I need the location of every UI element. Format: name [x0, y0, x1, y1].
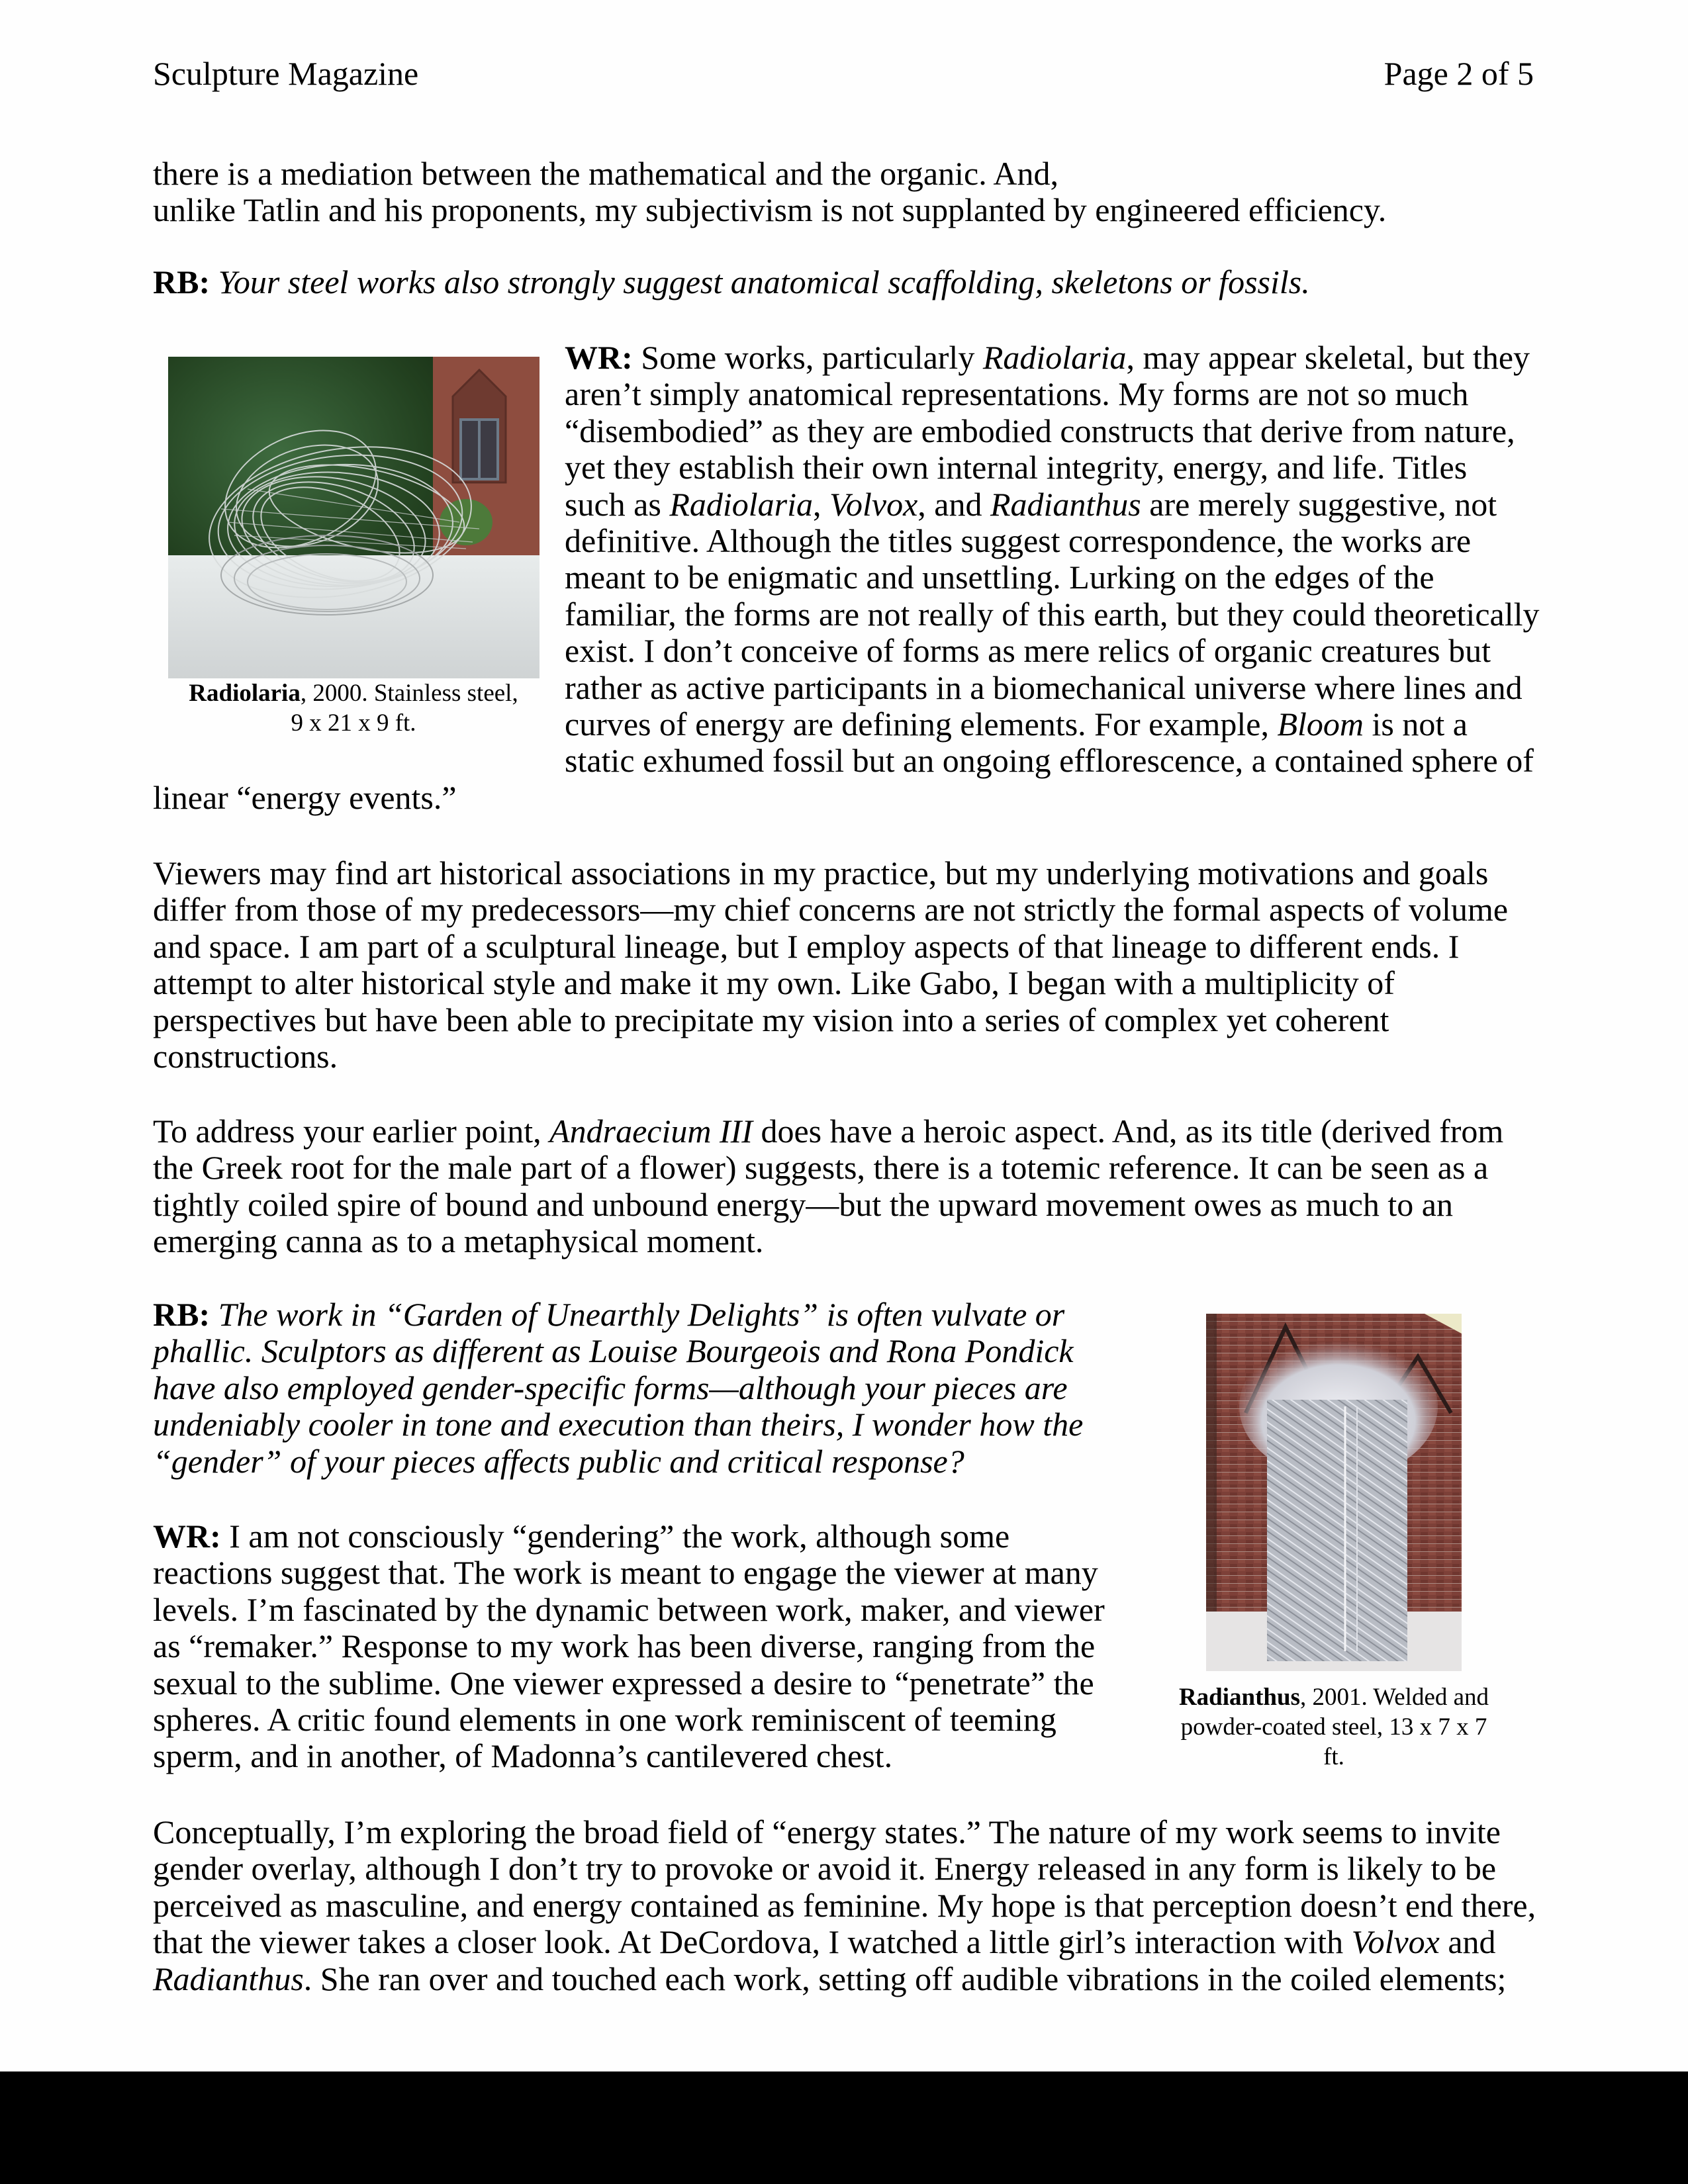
text-run: the Greek root for the male part of a flower) suggests, there is a totemic reference. It can be seen as a [153, 1149, 1489, 1187]
text-run: familiar, the forms are not really of this earth, but they could theoretically [565, 595, 1540, 633]
radianthus-image [1206, 1314, 1462, 1671]
italic-text: Radiolaria [982, 339, 1127, 376]
paragraph-andraecium [153, 1113, 1503, 1260]
speaker-label: WR: [565, 339, 641, 376]
text-line [153, 929, 1508, 965]
text-line [153, 1187, 1503, 1223]
text-run: and space. I am part of a sculptural lineage, but I employ aspects of that lineage to different ends. I [153, 927, 1460, 965]
text-line [153, 1406, 1083, 1443]
text-run: gender overlay, although I don’t try to provoke or avoid it. Energy released in any form is likely to be [153, 1850, 1497, 1888]
text-run: To address your earlier point, [153, 1113, 550, 1150]
text-run: ft. [1323, 1743, 1344, 1770]
text-line [565, 340, 1540, 376]
text-line [153, 156, 1386, 192]
text-run: linear “energy events.” [153, 779, 457, 816]
answer-wr-skeletal [565, 340, 1540, 780]
text-line [565, 486, 1540, 523]
radianthus-caption [1152, 1682, 1516, 1772]
text-line [153, 1592, 1105, 1628]
text-run: does have a heroic aspect. And, as its title (derived from [752, 1113, 1504, 1150]
text-line [153, 1223, 1503, 1259]
radianthus-photo [1206, 1314, 1462, 1671]
italic-text: Radianthus [990, 485, 1141, 523]
text-line [153, 1665, 1105, 1702]
text-line [565, 633, 1540, 669]
text-run: such as [565, 485, 670, 523]
radiolaria-image [168, 357, 539, 678]
publication-title: Sculpture Magazine [153, 55, 419, 92]
question-rb-skeletons [153, 264, 1310, 300]
text-line [153, 1333, 1083, 1369]
text-run: . She ran over and touched each work, setting off audible vibrations in the coiled elements; [303, 1960, 1507, 1997]
text-line [153, 1518, 1105, 1555]
text-line [153, 1555, 1105, 1591]
text-line [153, 1702, 1105, 1738]
text-line [153, 891, 1508, 928]
italic-text: Radianthus [153, 1960, 304, 1997]
text-line [1152, 1742, 1516, 1772]
text-line [565, 413, 1540, 449]
italic-text: The work in “Garden of Unearthly Delights” is often vulvate or [218, 1296, 1065, 1333]
paragraph-continuation [153, 156, 1386, 229]
text-line [164, 678, 543, 708]
text-run: unlike Tatlin and his proponents, my subjectivism is not supplanted by engineered efficiency. [153, 191, 1387, 229]
text-run: differ from those of my predecessors—my chief concerns are not strictly the formal aspects of volume [153, 891, 1509, 929]
text-line [565, 523, 1540, 559]
text-line [1152, 1682, 1516, 1712]
text-run: curves of energy are defining elements. For example, [565, 705, 1278, 743]
italic-text: Andraecium III [549, 1113, 753, 1150]
text-line [153, 192, 1386, 228]
text-line [164, 708, 543, 738]
text-run: reactions suggest that. The work is meant to engage the viewer at many [153, 1554, 1098, 1592]
text-run: sperm, and in another, of Madonna’s cantilevered chest. [153, 1737, 893, 1775]
text-line [565, 743, 1540, 779]
text-run: rather as active participants in a biomechanical universe where lines and [565, 668, 1523, 706]
text-run: Conceptually, I’m exploring the broad field of “energy states.” The nature of my work seems to invite [153, 1813, 1501, 1850]
text-run: that the viewer takes a closer look. At DeCordova, I watched a little girl’s interaction with [153, 1923, 1352, 1961]
text-run: emerging canna as to a metaphysical moment. [153, 1222, 764, 1260]
text-line [565, 596, 1540, 633]
text-run: , [813, 485, 829, 523]
text-line [153, 1850, 1536, 1887]
text-run: as “remaker.” Response to my work has been diverse, ranging from the [153, 1627, 1096, 1665]
italic-text: “gender” of your pieces affects public and critical response? [153, 1442, 964, 1480]
italic-text: Your steel works also strongly suggest anatomical scaffolding, skeletons or fossils. [218, 263, 1310, 300]
italic-text: Radiolaria [669, 485, 813, 523]
text-run: static exhumed fossil but an ongoing efflorescence, a contained sphere of [565, 742, 1534, 780]
bottom-black-bar [0, 2071, 1688, 2184]
page-indicator: Page 2 of 5 [1383, 55, 1534, 92]
text-line [153, 1150, 1503, 1186]
text-run: Some works, particularly [641, 339, 983, 376]
text-run: there is a mediation between the mathematical and the organic. And, [153, 155, 1059, 192]
answer-wr-gender [153, 1518, 1105, 1775]
text-run: exist. I don’t conceive of forms as mere relics of organic creatures but [565, 632, 1491, 670]
text-line [153, 1113, 1503, 1150]
text-line [153, 855, 1508, 891]
text-line [565, 376, 1540, 412]
text-line [565, 670, 1540, 706]
speaker-label: RB: [153, 1296, 218, 1333]
text-line [153, 1370, 1083, 1406]
radiolaria-caption [164, 678, 543, 738]
speaker-label: Radiolaria [189, 680, 301, 707]
text-line [1152, 1712, 1516, 1742]
text-run: sexual to the sublime. One viewer expressed a desire to “penetrate” the [153, 1664, 1094, 1702]
text-line [153, 1628, 1105, 1664]
text-run: powder-coated steel, 13 x 7 x 7 [1180, 1713, 1487, 1741]
text-line [153, 1297, 1083, 1333]
text-run: is not a [1364, 705, 1468, 743]
text-run: , 2001. Welded and [1299, 1684, 1489, 1711]
paragraph-energy-states [153, 1814, 1536, 1997]
text-line [153, 1924, 1536, 1960]
text-line [153, 1814, 1536, 1850]
text-run: , 2000. Stainless steel, [300, 680, 518, 707]
radiolaria-photo [168, 357, 539, 678]
text-run: constructions. [153, 1037, 338, 1075]
speaker-label: RB: [153, 263, 218, 300]
text-run: “disembodied” as they are embodied constructs that derive from nature, [565, 412, 1515, 449]
text-line [153, 1738, 1105, 1774]
text-line [153, 1038, 1508, 1075]
text-run: spheres. A critic found elements in one work reminiscent of teeming [153, 1700, 1056, 1738]
italic-text: Bloom [1277, 705, 1364, 743]
text-run: perceived as masculine, and energy contained as feminine. My hope is that perception doesn’t end there, [153, 1886, 1536, 1924]
text-line [153, 965, 1508, 1001]
text-line [153, 1002, 1508, 1038]
text-line [565, 706, 1540, 743]
text-run: and [1439, 1923, 1496, 1961]
italic-text: phallic. Sculptors as different as Louise Bourgeois and Rona Pondick [153, 1332, 1074, 1370]
text-run: , and [917, 485, 990, 523]
question-rb-gender [153, 1297, 1083, 1480]
text-run: definitive. Although the titles suggest correspondence, the works are [565, 522, 1472, 559]
text-run: yet they establish their own internal integrity, energy, and life. Titles [565, 449, 1468, 486]
text-run: Viewers may find art historical associations in my practice, but my underlying motivations and goals [153, 854, 1489, 891]
italic-text: have also employed gender-specific forms—although your pieces are [153, 1369, 1068, 1406]
speaker-label: WR: [153, 1518, 230, 1555]
text-line [565, 559, 1540, 596]
text-run: levels. I’m fascinated by the dynamic between work, maker, and viewer [153, 1590, 1105, 1628]
italic-text: undeniably cooler in tone and execution than theirs, I wonder how the [153, 1406, 1084, 1443]
text-run: 9 x 21 x 9 ft. [291, 709, 416, 737]
text-run: attempt to alter historical style and make it my own. Like Gabo, I began with a multiplicity of [153, 964, 1395, 1002]
text-line [153, 1961, 1536, 1997]
text-line [153, 1888, 1536, 1924]
text-run: , may appear skeletal, but they [1126, 339, 1530, 376]
italic-text: Volvox [1351, 1923, 1440, 1961]
text-line [565, 449, 1540, 486]
text-line [153, 780, 457, 816]
paragraph-viewers [153, 855, 1508, 1075]
text-run: perspectives but have been able to precipitate my vision into a series of complex yet coherent [153, 1001, 1389, 1038]
italic-text: Volvox [829, 485, 918, 523]
text-run: meant to be enigmatic and unsettling. Lurking on the edges of the [565, 559, 1434, 596]
text-run: are merely suggestive, not [1141, 485, 1497, 523]
text-line [153, 264, 1310, 300]
text-run: tightly coiled spire of bound and unbound energy—but the upward movement owes as much to an [153, 1185, 1453, 1223]
text-run: I am not consciously “gendering” the work, although some [229, 1518, 1010, 1555]
text-run: aren’t simply anatomical representations. My forms are not so much [565, 375, 1469, 413]
answer-wr-skeletal-tail [153, 780, 457, 816]
text-line [153, 1443, 1083, 1480]
speaker-label: Radianthus [1178, 1684, 1300, 1711]
